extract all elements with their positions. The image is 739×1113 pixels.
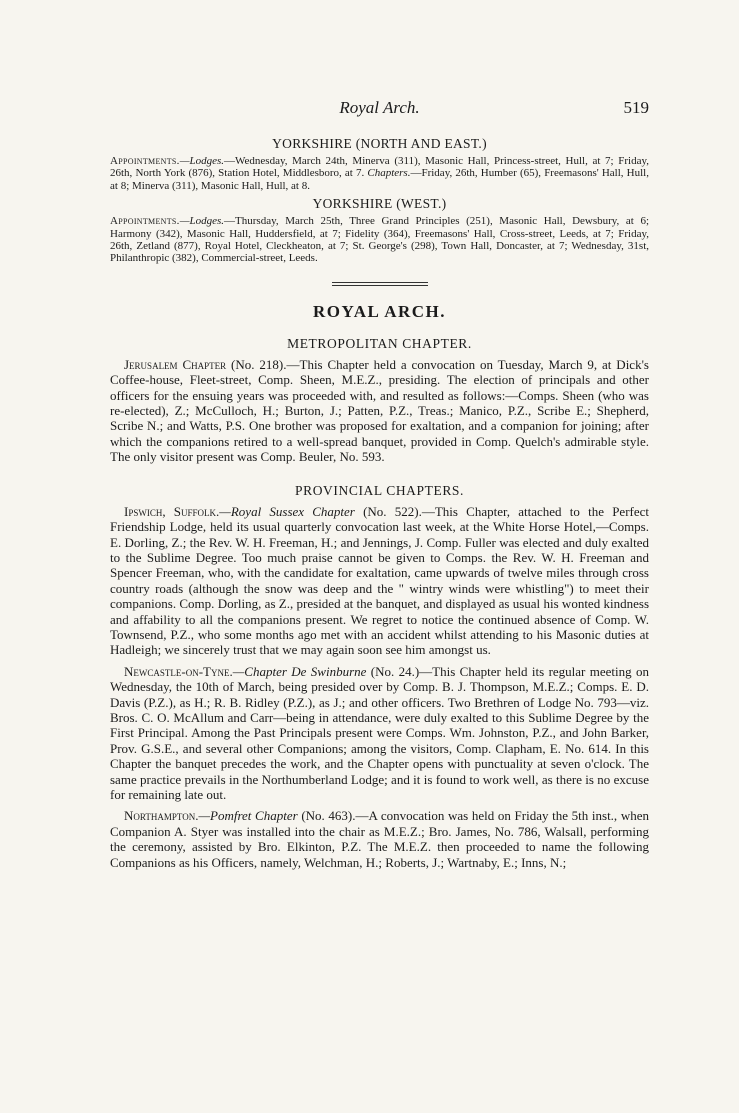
- heading-yorkshire-west: YORKSHIRE (WEST.): [312, 196, 447, 212]
- chapter-name: —Chapter De Swinburne: [232, 663, 367, 679]
- paragraph-text: (No. 463).—A convocation was held on Friday the 5th inst., when Companion A. Styer was installed into the chair as M.E.Z.; Bro. James, No. 786, Walsall, performing the ceremony, assisted by Bro. Elkinton, P.Z. The M.E.Z. then proceeded to name the following Companions as his Officers, namely, Welchman, H.; Roberts, J.; Wartnaby, E.; Inns, N.;: [110, 808, 649, 870]
- paragraph-lead: Northampton.: [124, 808, 199, 824]
- running-title: Royal Arch.: [339, 98, 420, 117]
- appointments-north-east: [110, 155, 649, 192]
- paragraph-lead: Ipswich, Suffolk.: [124, 503, 220, 519]
- chapters-text: —Friday, 26th, Humber (65), Freemasons' Hall, Hull, at 8; Minerva (311), Masonic Hall, Hull, at 8.: [110, 167, 649, 192]
- paragraph-lead: Jerusalem Chapter: [124, 356, 227, 372]
- chapter-name: —Royal Sussex Chapter: [219, 503, 355, 519]
- heading-provincial-chapters: PROVINCIAL CHAPTERS.: [294, 482, 465, 498]
- heading-yorkshire-north-east: YORKSHIRE (NORTH AND EAST.): [272, 136, 487, 151]
- lodges-label: —Lodges.: [179, 215, 225, 228]
- lodges-text: —Wednesday, March 24th, Minerva (311), Masonic Hall, Princess-street, Hull, at 7; Friday, 26th, North York (876), Station Hotel, Middlesboro, at 7.: [110, 155, 649, 180]
- article-content: [110, 136, 649, 870]
- running-header: [110, 98, 649, 122]
- appointments-label: Appointments.: [110, 215, 180, 228]
- chapter-name: —Pomfret Chapter: [198, 808, 298, 824]
- paragraph-text: (No. 24.)—This Chapter held its regular meeting on Wednesday, the 10th of March, being presided over by Comp. B. J. Thompson, M.E.Z.; Comps. E. D. Davis (P.Z.), as H.; R. B. Ridley (P.Z.), as J.; and other officers. Two Brethren of Lodge No. 793—viz. Bros. C. O. McAllum and Carr—being in attendance, were duly exalted to this Sublime Degree by the First Principal. Among the Past Principals present were Comps. Wm. Johnston, P.Z., and John Barker, Prov. G.S.E., and several other Companions; among the visitors, Comp. Clapham, E. No. 614. In this Chapter the banquet precedes the work, and the Chapter opens with punctuality at seven o'clock. The same practice prevails in the Northumberland Lodge; and it is found to work well, as there is no excuse for remaining late out.: [110, 663, 649, 802]
- paragraph-text: (No. 522).—This Chapter, attached to the Perfect Friendship Lodge, held its usual quarterly convocation last week, at the White Horse Hotel,—Comps. E. Dorling, Z.; the Rev. W. H. Freeman, H.; and Jennings, J. Comp. Fuller was elected and duly exalted to the Sublime Degree. Too much praise cannot be given to Comps. the Rev. W. H. Freeman and Spencer Freeman, who, with the candidate for exaltation, came upwards of twelve miles through cross country roads (although the snow was deep and the " wintry winds were whistling") to meet their companions. Comp. Dorling, as Z., presided at the banquet, and displayed as usual his wonted kindness and affability to all the companions present. We regret to notice the continued absence of Comp. W. Townsend, P.Z., who some months ago met with an accident whilst attending to his Masonic duties at Hadleigh; we sincerely trust that we may again soon see him amongst us.: [110, 503, 649, 658]
- provincial-paragraph-ipswich: [110, 504, 649, 658]
- lodges-label: —Lodges.: [179, 155, 225, 167]
- provincial-paragraph-newcastle: [110, 664, 649, 803]
- metropolitan-paragraph: [110, 357, 649, 465]
- spacer: [110, 465, 649, 483]
- appointments-west: [110, 215, 649, 265]
- lodges-text: —Thursday, March 25th, Three Grand Principles (251), Masonic Hall, Dewsbury, at 6; Harmony (342), Masonic Hall, Huddersfield, at 7; Fidelity (364), Freemasons' Hall, Cross-street, Leeds, at 7; Friday, 26th, Zetland (877), Royal Hotel, Cleckheaton, at 7; St. George's (298), Town Hall, Doncaster, at 7; Wednesday, 31st, Philanthropic (382), Commercial-street, Leeds.: [110, 215, 649, 265]
- chapters-label: Chapters.: [367, 167, 411, 180]
- paragraph-text: (No. 218).—This Chapter held a convocation on Tuesday, March 9, at Dick's Coffee-house, Fleet-street, Comp. Sheen, M.E.Z., presiding. The election of principals and other officers for the ensuing years was proceeded with, and resulted as follows:—Comps. Sheen (who was re-elected), Z.; McCulloch, H.; Burton, J.; Patten, P.Z., Treas.; Manico, P.Z., Scribe E.; Shepherd, Scribe N.; and Watts, P.S. One brother was proposed for exaltation, and a companion for joining; after which the companions retired to a well-spread banquet, provided in Comp. Quelch's admirable style. The only visitor present was Comp. Beuler, No. 593.: [110, 356, 649, 465]
- page-number: 519: [623, 98, 649, 117]
- main-heading-royal-arch: ROYAL ARCH.: [312, 301, 446, 321]
- paragraph-lead: Newcastle-on-Tyne.: [124, 663, 233, 679]
- provincial-paragraph-northampton: [110, 808, 649, 870]
- section-divider: [332, 282, 428, 286]
- appointments-label: Appointments.: [110, 155, 180, 167]
- heading-metropolitan-chapter: METROPOLITAN CHAPTER.: [287, 335, 472, 351]
